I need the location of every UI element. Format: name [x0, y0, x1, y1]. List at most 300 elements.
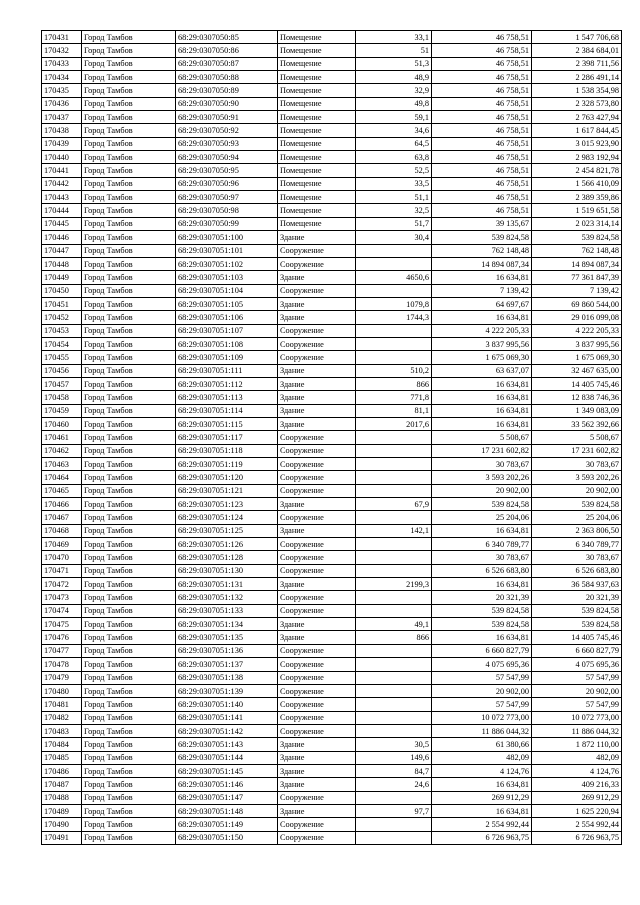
area-cell: 866: [356, 377, 432, 390]
row-number-cell: 170458: [42, 391, 82, 404]
cadastral-value-cell: 1 675 069,30: [532, 351, 622, 364]
area-cell: 52,5: [356, 164, 432, 177]
area-cell: 63,8: [356, 151, 432, 164]
cadastral-value-cell: 1 547 706,68: [532, 31, 622, 44]
row-number-cell: 170489: [42, 804, 82, 817]
row-number-cell: 170442: [42, 177, 82, 190]
municipality-cell: Город Тамбов: [82, 124, 176, 137]
row-number-cell: 170437: [42, 111, 82, 124]
cadastral-value-cell: 409 216,33: [532, 778, 622, 791]
cadastral-number-cell: 68:29:0307051:121: [176, 484, 278, 497]
table-row: [42, 377, 622, 390]
row-number-cell: 170467: [42, 511, 82, 524]
cadastral-value-cell: 6 726 963,75: [532, 831, 622, 844]
area-cell: [356, 711, 432, 724]
specific-value-cell: 46 758,51: [432, 97, 532, 110]
cadastral-number-cell: 68:29:0307050:95: [176, 164, 278, 177]
table-row: [42, 444, 622, 457]
municipality-cell: Город Тамбов: [82, 391, 176, 404]
object-type-cell: Здание: [278, 618, 356, 631]
row-number-cell: 170438: [42, 124, 82, 137]
municipality-cell: Город Тамбов: [82, 84, 176, 97]
cadastral-value-cell: 69 860 544,00: [532, 297, 622, 310]
municipality-cell: Город Тамбов: [82, 57, 176, 70]
row-number-cell: 170461: [42, 431, 82, 444]
object-type-cell: Здание: [278, 417, 356, 430]
table-row: [42, 204, 622, 217]
object-type-cell: Здание: [278, 311, 356, 324]
row-number-cell: 170490: [42, 818, 82, 831]
municipality-cell: Город Тамбов: [82, 351, 176, 364]
specific-value-cell: 46 758,51: [432, 191, 532, 204]
area-cell: [356, 551, 432, 564]
area-cell: [356, 831, 432, 844]
object-type-cell: Помещение: [278, 124, 356, 137]
cadastral-number-cell: 68:29:0307051:103: [176, 271, 278, 284]
row-number-cell: 170462: [42, 444, 82, 457]
municipality-cell: Город Тамбов: [82, 791, 176, 804]
municipality-cell: Город Тамбов: [82, 204, 176, 217]
object-type-cell: Сооружение: [278, 351, 356, 364]
specific-value-cell: 17 231 602,82: [432, 444, 532, 457]
area-cell: 771,8: [356, 391, 432, 404]
area-cell: 51: [356, 44, 432, 57]
cadastral-number-cell: 68:29:0307051:120: [176, 471, 278, 484]
cadastral-number-cell: 68:29:0307051:124: [176, 511, 278, 524]
municipality-cell: Город Тамбов: [82, 404, 176, 417]
row-number-cell: 170452: [42, 311, 82, 324]
area-cell: 2017,6: [356, 417, 432, 430]
area-cell: 32,9: [356, 84, 432, 97]
cadastral-value-cell: 539 824,58: [532, 604, 622, 617]
cadastral-number-cell: 68:29:0307051:112: [176, 377, 278, 390]
area-cell: [356, 591, 432, 604]
row-number-cell: 170477: [42, 644, 82, 657]
municipality-cell: Город Тамбов: [82, 724, 176, 737]
specific-value-cell: 16 634,81: [432, 524, 532, 537]
object-type-cell: Здание: [278, 297, 356, 310]
area-cell: 67,9: [356, 498, 432, 511]
table-row: [42, 711, 622, 724]
cadastral-number-cell: 68:29:0307050:93: [176, 137, 278, 150]
row-number-cell: 170431: [42, 31, 82, 44]
cadastral-number-cell: 68:29:0307051:117: [176, 431, 278, 444]
row-number-cell: 170486: [42, 764, 82, 777]
municipality-cell: Город Тамбов: [82, 498, 176, 511]
table-row: [42, 804, 622, 817]
object-type-cell: Сооружение: [278, 684, 356, 697]
cadastral-number-cell: 68:29:0307051:133: [176, 604, 278, 617]
municipality-cell: Город Тамбов: [82, 431, 176, 444]
cadastral-number-cell: 68:29:0307050:89: [176, 84, 278, 97]
cadastral-value-cell: 57 547,99: [532, 698, 622, 711]
municipality-cell: Город Тамбов: [82, 71, 176, 84]
row-number-cell: 170457: [42, 377, 82, 390]
table-row: [42, 124, 622, 137]
table-row: [42, 364, 622, 377]
area-cell: 32,5: [356, 204, 432, 217]
cadastral-value-cell: 7 139,42: [532, 284, 622, 297]
cadastral-number-cell: 68:29:0307051:119: [176, 458, 278, 471]
object-type-cell: Сооружение: [278, 538, 356, 551]
cadastral-value-cell: 6 526 683,80: [532, 564, 622, 577]
area-cell: 24,6: [356, 778, 432, 791]
cadastral-number-cell: 68:29:0307051:109: [176, 351, 278, 364]
cadastral-value-cell: 2 384 684,01: [532, 44, 622, 57]
row-number-cell: 170436: [42, 97, 82, 110]
object-type-cell: Сооружение: [278, 698, 356, 711]
cadastral-number-cell: 68:29:0307050:87: [176, 57, 278, 70]
row-number-cell: 170456: [42, 364, 82, 377]
specific-value-cell: 30 783,67: [432, 551, 532, 564]
cadastral-number-cell: 68:29:0307051:106: [176, 311, 278, 324]
object-type-cell: Помещение: [278, 84, 356, 97]
row-number-cell: 170474: [42, 604, 82, 617]
specific-value-cell: 4 075 695,36: [432, 658, 532, 671]
area-cell: 30,4: [356, 231, 432, 244]
specific-value-cell: 20 902,00: [432, 484, 532, 497]
area-cell: 30,5: [356, 738, 432, 751]
table-row: [42, 564, 622, 577]
object-type-cell: Здание: [278, 364, 356, 377]
table-row: [42, 764, 622, 777]
object-type-cell: Здание: [278, 377, 356, 390]
municipality-cell: Город Тамбов: [82, 671, 176, 684]
area-cell: 97,7: [356, 804, 432, 817]
municipality-cell: Город Тамбов: [82, 698, 176, 711]
table-row: [42, 137, 622, 150]
specific-value-cell: 16 634,81: [432, 778, 532, 791]
table-row: [42, 658, 622, 671]
row-number-cell: 170459: [42, 404, 82, 417]
table-row: [42, 644, 622, 657]
row-number-cell: 170482: [42, 711, 82, 724]
object-type-cell: Сооружение: [278, 591, 356, 604]
cadastral-number-cell: 68:29:0307051:140: [176, 698, 278, 711]
municipality-cell: Город Тамбов: [82, 231, 176, 244]
row-number-cell: 170479: [42, 671, 82, 684]
object-type-cell: Сооружение: [278, 818, 356, 831]
object-type-cell: Сооружение: [278, 564, 356, 577]
cadastral-value-cell: 1 349 083,09: [532, 404, 622, 417]
cadastral-number-cell: 68:29:0307051:104: [176, 284, 278, 297]
cadastral-number-cell: 68:29:0307051:107: [176, 324, 278, 337]
object-type-cell: Сооружение: [278, 724, 356, 737]
municipality-cell: Город Тамбов: [82, 311, 176, 324]
row-number-cell: 170485: [42, 751, 82, 764]
cadastral-value-cell: 11 886 044,32: [532, 724, 622, 737]
table-row: [42, 791, 622, 804]
municipality-cell: Город Тамбов: [82, 364, 176, 377]
object-type-cell: Здание: [278, 498, 356, 511]
row-number-cell: 170491: [42, 831, 82, 844]
cadastral-number-cell: 68:29:0307051:135: [176, 631, 278, 644]
table-row: [42, 324, 622, 337]
cadastral-value-cell: 762 148,48: [532, 244, 622, 257]
specific-value-cell: 30 783,67: [432, 458, 532, 471]
row-number-cell: 170454: [42, 337, 82, 350]
table-row: [42, 724, 622, 737]
cadastral-value-cell: 539 824,58: [532, 498, 622, 511]
area-cell: 2199,3: [356, 578, 432, 591]
municipality-cell: Город Тамбов: [82, 711, 176, 724]
area-cell: [356, 244, 432, 257]
object-type-cell: Здание: [278, 524, 356, 537]
municipality-cell: Город Тамбов: [82, 44, 176, 57]
specific-value-cell: 46 758,51: [432, 164, 532, 177]
cadastral-number-cell: 68:29:0307051:125: [176, 524, 278, 537]
area-cell: [356, 724, 432, 737]
cadastral-number-cell: 68:29:0307051:145: [176, 764, 278, 777]
cadastral-value-cell: 2 389 359,86: [532, 191, 622, 204]
area-cell: [356, 604, 432, 617]
municipality-cell: Город Тамбов: [82, 578, 176, 591]
row-number-cell: 170451: [42, 297, 82, 310]
cadastral-number-cell: 68:29:0307051:115: [176, 417, 278, 430]
row-number-cell: 170455: [42, 351, 82, 364]
row-number-cell: 170483: [42, 724, 82, 737]
row-number-cell: 170449: [42, 271, 82, 284]
cadastral-value-cell: 77 361 847,39: [532, 271, 622, 284]
municipality-cell: Город Тамбов: [82, 564, 176, 577]
cadastral-number-cell: 68:29:0307051:147: [176, 791, 278, 804]
specific-value-cell: 16 634,81: [432, 404, 532, 417]
municipality-cell: Город Тамбов: [82, 284, 176, 297]
cadastral-value-cell: 17 231 602,82: [532, 444, 622, 457]
specific-value-cell: 61 380,66: [432, 738, 532, 751]
cadastral-number-cell: 68:29:0307051:146: [176, 778, 278, 791]
area-cell: [356, 458, 432, 471]
area-cell: 81,1: [356, 404, 432, 417]
specific-value-cell: 25 204,06: [432, 511, 532, 524]
table-row: [42, 751, 622, 764]
table-row: [42, 217, 622, 230]
municipality-cell: Город Тамбов: [82, 137, 176, 150]
object-type-cell: Помещение: [278, 57, 356, 70]
cadastral-value-cell: 3 593 202,26: [532, 471, 622, 484]
cadastral-value-cell: 482,09: [532, 751, 622, 764]
cadastral-number-cell: 68:29:0307051:118: [176, 444, 278, 457]
cadastral-value-cell: 4 124,76: [532, 764, 622, 777]
cadastral-value-cell: 36 584 937,63: [532, 578, 622, 591]
specific-value-cell: 5 508,67: [432, 431, 532, 444]
municipality-cell: Город Тамбов: [82, 324, 176, 337]
row-number-cell: 170480: [42, 684, 82, 697]
municipality-cell: Город Тамбов: [82, 471, 176, 484]
specific-value-cell: 46 758,51: [432, 57, 532, 70]
cadastral-value-cell: 2 763 427,94: [532, 111, 622, 124]
object-type-cell: Здание: [278, 778, 356, 791]
area-cell: [356, 284, 432, 297]
area-cell: 51,3: [356, 57, 432, 70]
object-type-cell: Помещение: [278, 71, 356, 84]
row-number-cell: 170460: [42, 417, 82, 430]
municipality-cell: Город Тамбов: [82, 177, 176, 190]
table-row: [42, 257, 622, 270]
object-type-cell: Здание: [278, 231, 356, 244]
cadastral-number-cell: 68:29:0307050:92: [176, 124, 278, 137]
table-row: [42, 417, 622, 430]
specific-value-cell: 539 824,58: [432, 231, 532, 244]
table-row: [42, 498, 622, 511]
table-row: [42, 71, 622, 84]
row-number-cell: 170434: [42, 71, 82, 84]
municipality-cell: Город Тамбов: [82, 618, 176, 631]
table-row: [42, 44, 622, 57]
cadastral-value-cell: 2 328 573,80: [532, 97, 622, 110]
municipality-cell: Город Тамбов: [82, 377, 176, 390]
municipality-cell: Город Тамбов: [82, 831, 176, 844]
table-row: [42, 191, 622, 204]
row-number-cell: 170472: [42, 578, 82, 591]
specific-value-cell: 46 758,51: [432, 31, 532, 44]
specific-value-cell: 10 072 773,00: [432, 711, 532, 724]
row-number-cell: 170432: [42, 44, 82, 57]
cadastral-number-cell: 68:29:0307050:96: [176, 177, 278, 190]
row-number-cell: 170469: [42, 538, 82, 551]
cadastral-number-cell: 68:29:0307050:98: [176, 204, 278, 217]
row-number-cell: 170484: [42, 738, 82, 751]
table-row: [42, 631, 622, 644]
table-row: [42, 111, 622, 124]
municipality-cell: Город Тамбов: [82, 658, 176, 671]
cadastral-value-cell: 20 902,00: [532, 484, 622, 497]
specific-value-cell: 16 634,81: [432, 377, 532, 390]
table-row: [42, 471, 622, 484]
cadastral-value-cell: 4 222 205,33: [532, 324, 622, 337]
cadastral-value-cell: 2 023 314,14: [532, 217, 622, 230]
area-cell: 34,6: [356, 124, 432, 137]
cadastral-number-cell: 68:29:0307051:139: [176, 684, 278, 697]
area-cell: 149,6: [356, 751, 432, 764]
area-cell: 51,1: [356, 191, 432, 204]
row-number-cell: 170475: [42, 618, 82, 631]
municipality-cell: Город Тамбов: [82, 444, 176, 457]
cadastral-number-cell: 68:29:0307051:149: [176, 818, 278, 831]
object-type-cell: Сооружение: [278, 484, 356, 497]
table-row: [42, 31, 622, 44]
cadastral-number-cell: 68:29:0307051:144: [176, 751, 278, 764]
object-type-cell: Здание: [278, 631, 356, 644]
specific-value-cell: 7 139,42: [432, 284, 532, 297]
cadastral-number-cell: 68:29:0307051:148: [176, 804, 278, 817]
cadastral-number-cell: 68:29:0307051:134: [176, 618, 278, 631]
specific-value-cell: 539 824,58: [432, 604, 532, 617]
object-type-cell: Помещение: [278, 97, 356, 110]
object-type-cell: Здание: [278, 271, 356, 284]
specific-value-cell: 39 135,67: [432, 217, 532, 230]
area-cell: [356, 471, 432, 484]
area-cell: [356, 484, 432, 497]
cadastral-value-cell: 12 838 746,36: [532, 391, 622, 404]
cadastral-value-cell: 1 519 651,58: [532, 204, 622, 217]
cadastral-value-cell: 3 015 923,90: [532, 137, 622, 150]
object-type-cell: Сооружение: [278, 658, 356, 671]
area-cell: [356, 324, 432, 337]
specific-value-cell: 6 340 789,77: [432, 538, 532, 551]
municipality-cell: Город Тамбов: [82, 551, 176, 564]
cadastral-value-cell: 57 547,99: [532, 671, 622, 684]
municipality-cell: Город Тамбов: [82, 644, 176, 657]
object-type-cell: Сооружение: [278, 644, 356, 657]
specific-value-cell: 16 634,81: [432, 391, 532, 404]
cadastral-value-table: [41, 30, 622, 845]
table-row: [42, 511, 622, 524]
area-cell: 510,2: [356, 364, 432, 377]
cadastral-number-cell: 68:29:0307051:128: [176, 551, 278, 564]
cadastral-number-cell: 68:29:0307050:97: [176, 191, 278, 204]
row-number-cell: 170448: [42, 257, 82, 270]
row-number-cell: 170481: [42, 698, 82, 711]
cadastral-number-cell: 68:29:0307050:90: [176, 97, 278, 110]
cadastral-value-cell: 539 824,58: [532, 618, 622, 631]
table-row: [42, 311, 622, 324]
row-number-cell: 170439: [42, 137, 82, 150]
table-row: [42, 177, 622, 190]
table-body: [42, 31, 622, 845]
specific-value-cell: 16 634,81: [432, 578, 532, 591]
specific-value-cell: 1 675 069,30: [432, 351, 532, 364]
specific-value-cell: 46 758,51: [432, 204, 532, 217]
object-type-cell: Сооружение: [278, 604, 356, 617]
cadastral-number-cell: 68:29:0307050:99: [176, 217, 278, 230]
object-type-cell: Помещение: [278, 137, 356, 150]
row-number-cell: 170464: [42, 471, 82, 484]
object-type-cell: Помещение: [278, 111, 356, 124]
cadastral-value-cell: 1 872 110,00: [532, 738, 622, 751]
area-cell: 866: [356, 631, 432, 644]
area-cell: [356, 818, 432, 831]
specific-value-cell: 2 554 992,44: [432, 818, 532, 831]
row-number-cell: 170465: [42, 484, 82, 497]
object-type-cell: Сооружение: [278, 551, 356, 564]
cadastral-value-cell: 2 454 821,78: [532, 164, 622, 177]
table-row: [42, 57, 622, 70]
municipality-cell: Город Тамбов: [82, 524, 176, 537]
object-type-cell: Сооружение: [278, 471, 356, 484]
row-number-cell: 170463: [42, 458, 82, 471]
cadastral-value-cell: 30 783,67: [532, 458, 622, 471]
area-cell: [356, 511, 432, 524]
municipality-cell: Город Тамбов: [82, 417, 176, 430]
specific-value-cell: 11 886 044,32: [432, 724, 532, 737]
municipality-cell: Город Тамбов: [82, 818, 176, 831]
area-cell: [356, 431, 432, 444]
table-row: [42, 391, 622, 404]
municipality-cell: Город Тамбов: [82, 751, 176, 764]
cadastral-value-cell: 33 562 392,66: [532, 417, 622, 430]
municipality-cell: Город Тамбов: [82, 191, 176, 204]
specific-value-cell: 46 758,51: [432, 137, 532, 150]
cadastral-number-cell: 68:29:0307051:114: [176, 404, 278, 417]
specific-value-cell: 3 593 202,26: [432, 471, 532, 484]
specific-value-cell: 46 758,51: [432, 177, 532, 190]
object-type-cell: Сооружение: [278, 791, 356, 804]
area-cell: [356, 564, 432, 577]
object-type-cell: Помещение: [278, 204, 356, 217]
row-number-cell: 170450: [42, 284, 82, 297]
municipality-cell: Город Тамбов: [82, 778, 176, 791]
object-type-cell: Помещение: [278, 191, 356, 204]
specific-value-cell: 762 148,48: [432, 244, 532, 257]
cadastral-value-cell: 1 566 410,09: [532, 177, 622, 190]
object-type-cell: Сооружение: [278, 284, 356, 297]
object-type-cell: Здание: [278, 804, 356, 817]
table-row: [42, 84, 622, 97]
cadastral-number-cell: 68:29:0307050:85: [176, 31, 278, 44]
row-number-cell: 170473: [42, 591, 82, 604]
row-number-cell: 170468: [42, 524, 82, 537]
